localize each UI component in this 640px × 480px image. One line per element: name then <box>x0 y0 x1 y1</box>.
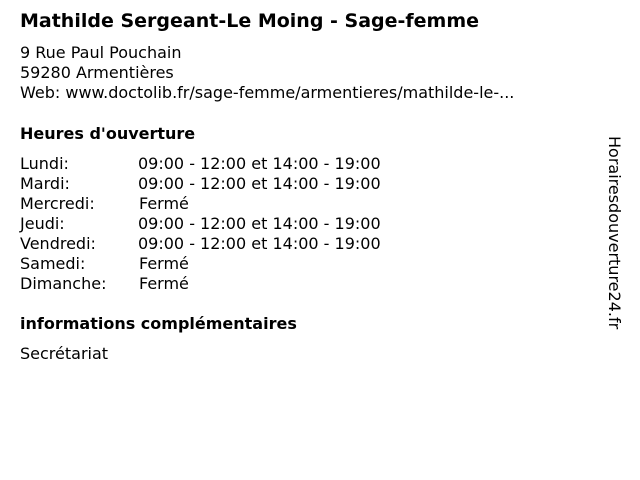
hours-heading: Heures d'ouverture <box>20 124 196 143</box>
page-title: Mathilde Sergeant-Le Moing - Sage-femme <box>20 10 480 32</box>
hours-day: Mardi: <box>20 174 70 193</box>
address-web[interactable]: Web: www.doctolib.fr/sage-femme/armentieres/mathilde-le-... <box>20 83 515 102</box>
hours-time: 09:00 - 12:00 et 14:00 - 19:00 <box>138 154 381 173</box>
hours-day: Samedi: <box>20 254 86 273</box>
hours-time: 09:00 - 12:00 et 14:00 - 19:00 <box>138 174 381 193</box>
hours-day: Vendredi: <box>20 234 96 253</box>
hours-day: Jeudi: <box>20 214 65 233</box>
hours-time: 09:00 - 12:00 et 14:00 - 19:00 <box>138 214 381 233</box>
hours-day: Lundi: <box>20 154 69 173</box>
info-text: Secrétariat <box>20 344 109 363</box>
site-watermark: Horairesdouverture24.fr <box>605 136 624 330</box>
hours-time: Fermé <box>139 254 189 273</box>
address-street: 9 Rue Paul Pouchain <box>20 43 182 62</box>
hours-day: Mercredi: <box>20 194 95 213</box>
hours-time: Fermé <box>139 194 189 213</box>
info-heading: informations complémentaires <box>20 314 297 333</box>
hours-time: 09:00 - 12:00 et 14:00 - 19:00 <box>138 234 381 253</box>
address-city: 59280 Armentières <box>20 63 174 82</box>
address-block <box>20 43 514 103</box>
hours-time: Fermé <box>139 274 189 293</box>
hours-day: Dimanche: <box>20 274 107 293</box>
